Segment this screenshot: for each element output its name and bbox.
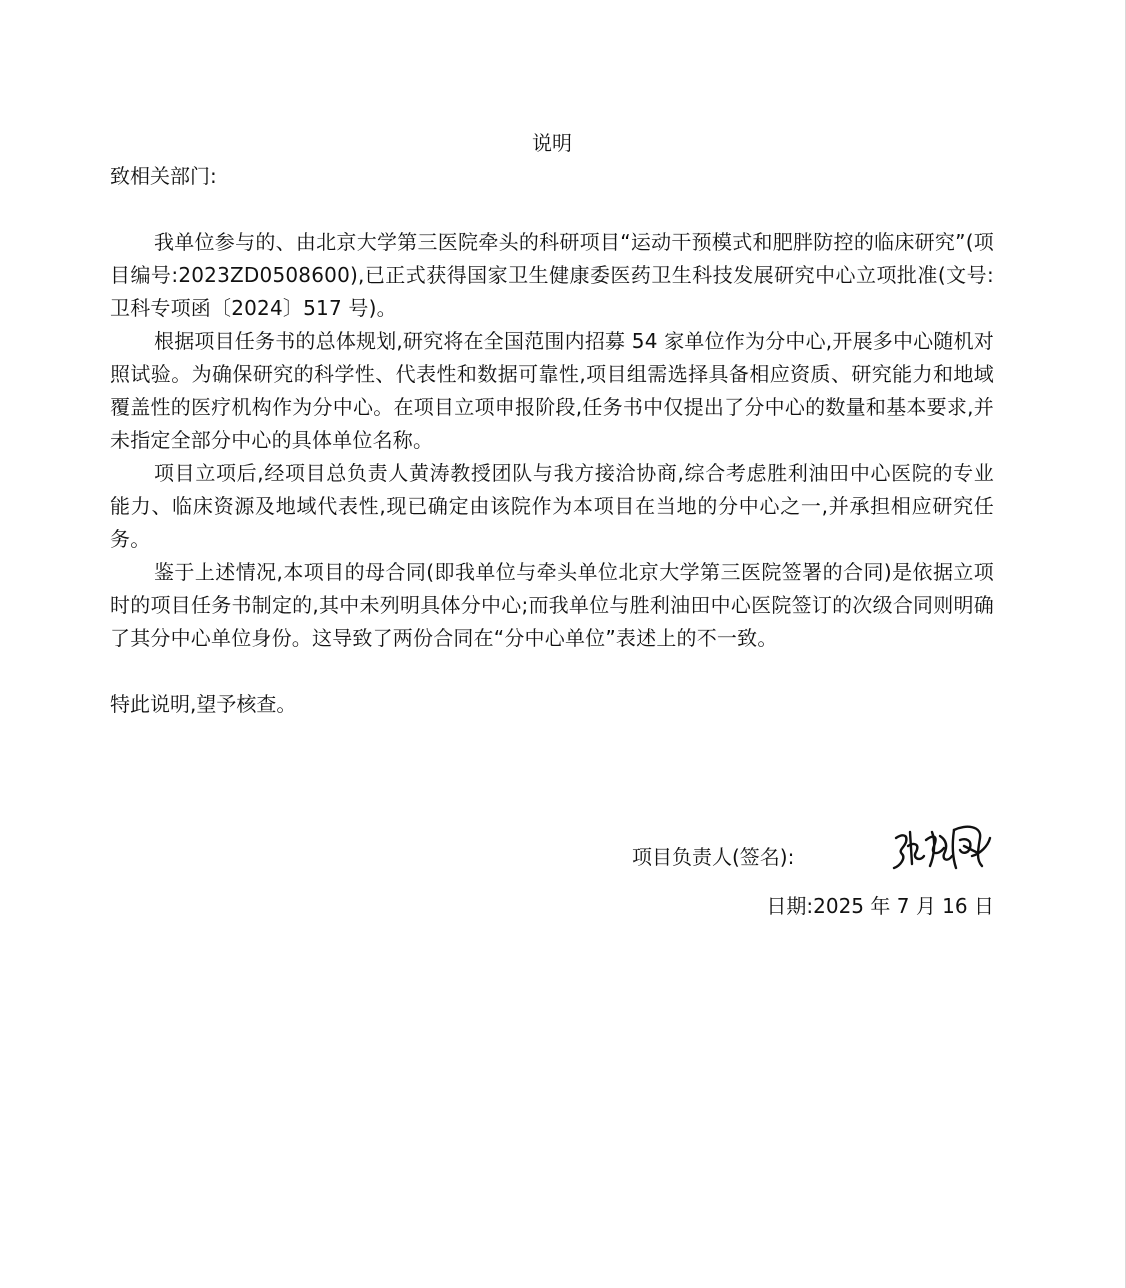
paragraph-1: 我单位参与的、由北京大学第三医院牵头的科研项目“运动干预模式和肥胖防控的临床研究”(项目编号:2023ZD0508600),已正式获得国家卫生健康委医药卫生科技发展研究中心立项批准(文号:卫科专项函〔2024〕517 号)。	[110, 230, 994, 320]
handwritten-signature	[890, 816, 994, 876]
closing-remark: 特此说明,望予核查。	[110, 692, 297, 716]
paragraph-4: 鉴于上述情况,本项目的母合同(即我单位与牵头单位北京大学第三医院签署的合同)是依据立项时的项目任务书制定的,其中未列明具体分中心;而我单位与胜利油田中心医院签订的次级合同则明确了其分中心单位身份。这导致了两份合同在“分中心单位”表述上的不一致。	[110, 560, 994, 650]
blank-line	[110, 193, 994, 226]
date-line: 日期:2025 年 7 月 16 日	[766, 894, 994, 918]
document-title: 说明	[532, 131, 572, 155]
signature-block	[110, 808, 994, 918]
salutation: 致相关部门:	[110, 164, 217, 188]
document-body	[110, 126, 994, 721]
paragraph-3: 项目立项后,经项目总负责人黄涛教授团队与我方接洽协商,综合考虑胜利油田中心医院的专业能力、临床资源及地域代表性,现已确定由该院作为本项目在当地的分中心之一,并承担相应研究任务。	[110, 461, 994, 551]
blank-line	[110, 655, 994, 688]
signature-label: 项目负责人(签名):	[632, 845, 795, 869]
paragraph-2: 根据项目任务书的总体规划,研究将在全国范围内招募 54 家单位作为分中心,开展多中心随机对照试验。为确保研究的科学性、代表性和数据可靠性,项目组需选择具备相应资质、研究能力和地域覆盖性的医疗机构作为分中心。在项目立项申报阶段,任务书中仅提出了分中心的数量和基本要求,并未指定全部分中心的具体单位名称。	[110, 329, 994, 452]
